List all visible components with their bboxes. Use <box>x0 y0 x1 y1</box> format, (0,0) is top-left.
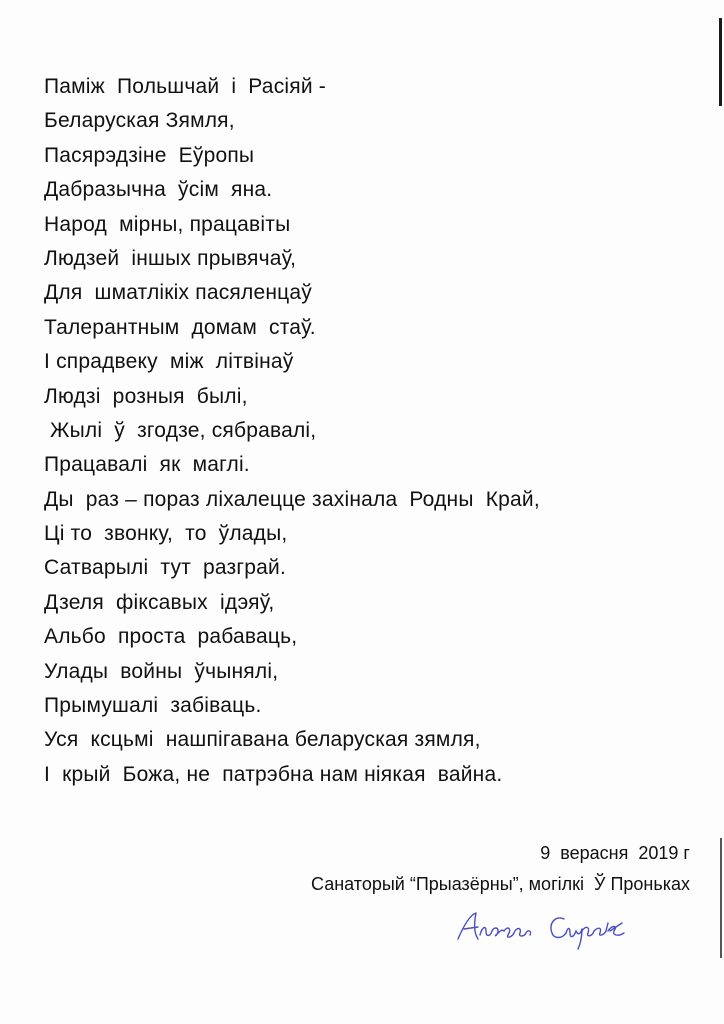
scan-edge-mark <box>719 18 722 106</box>
poem-line: Жылі ў згодзе, сябравалі, <box>44 418 317 442</box>
poem-line: Для шматлікіх пасяленцаў <box>44 281 312 305</box>
poem-line: І спрадвеку між літвінаў <box>44 350 294 374</box>
poem-line: Улады войны ўчынялі, <box>44 659 279 683</box>
poem-line: І крый Божа, не патрэбна нам ніякая вайна. <box>44 762 503 786</box>
handwritten-signature <box>452 905 662 953</box>
poem-line: Ды раз – пораз ліхалецце захінала Родны Край, <box>44 487 540 511</box>
poem-line: Альбо проста рабаваць, <box>44 625 298 649</box>
poem-line: Дабразычна ўсім яна. <box>44 178 273 202</box>
poem-line: Паміж Польшчай і Расіяй - <box>44 75 326 98</box>
poem-line: Уся ксцьмі нашпігавана беларуская зямля, <box>44 728 481 752</box>
poem-line: Людзей іншых прывячаў, <box>44 246 297 270</box>
date-line: 9 верасня 2019 г <box>540 843 690 863</box>
poem-line: Талерантным домам стаў. <box>44 315 316 339</box>
poem-line: Пасярэдзіне Еўропы <box>44 143 255 167</box>
poem-line: Ці то звонку, то ўлады, <box>44 522 288 546</box>
poem-text <box>44 70 704 792</box>
poem-line: Людзі розныя былі, <box>44 384 248 408</box>
scan-edge-mark-lower <box>720 838 722 958</box>
poem-line: Сатварылі тут разграй. <box>44 556 286 580</box>
poem-line: Працавалі як маглі. <box>44 453 250 477</box>
poem-line: Народ мірны, працавіты <box>44 212 291 236</box>
poem-line: Прымушалі забіваць. <box>44 694 262 718</box>
place-line: Санаторый “Прыазёрны”, могілкі Ў Проньках <box>311 874 690 894</box>
poem-line: Дзеля фіксавых ідэяў, <box>44 590 275 614</box>
poem-line: Беларуская Зямля, <box>44 109 235 133</box>
